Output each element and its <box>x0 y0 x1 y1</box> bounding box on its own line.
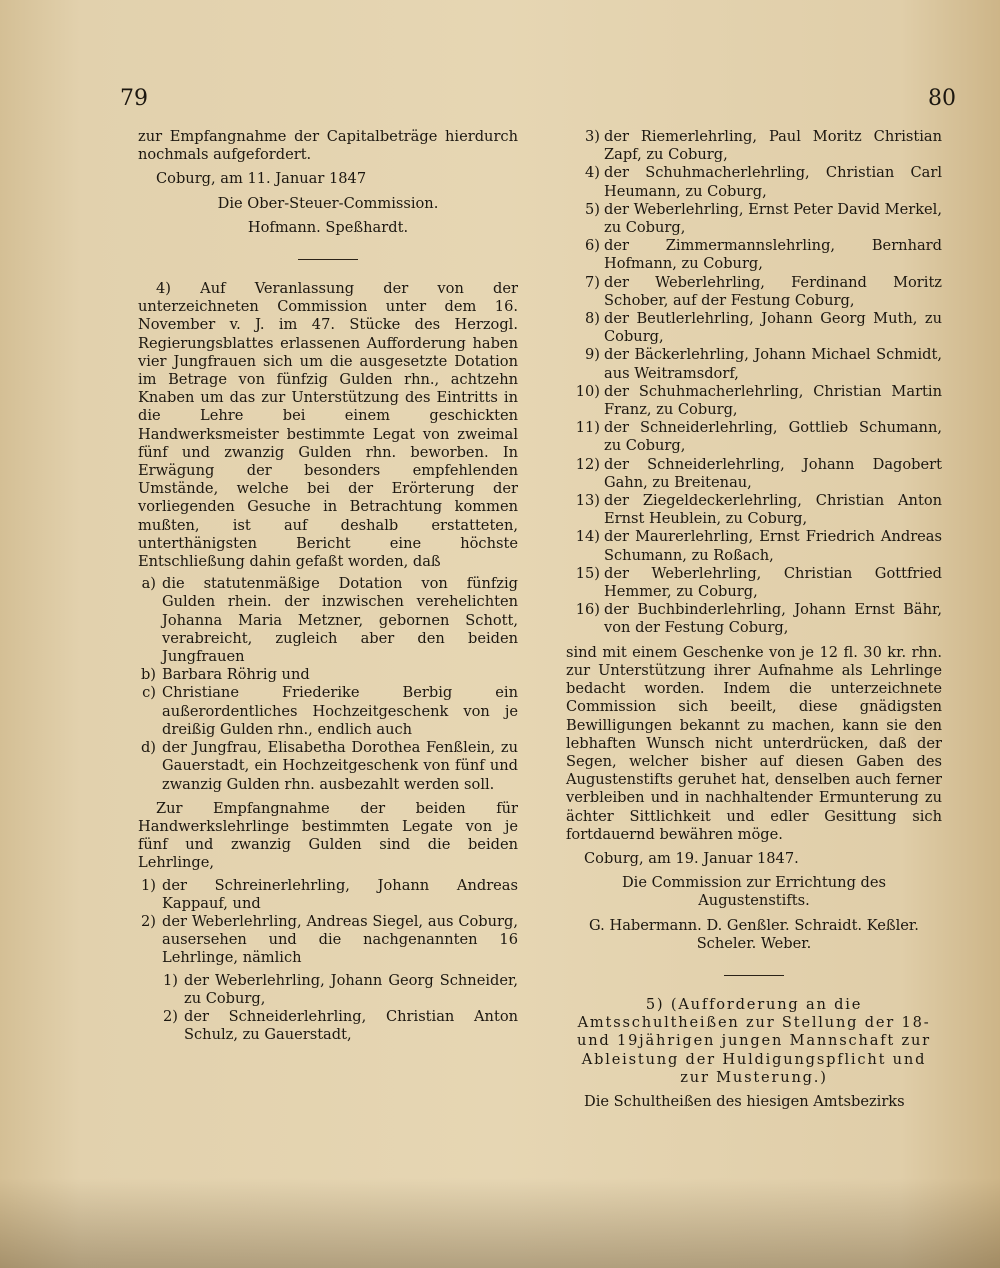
left-column <box>138 128 518 1044</box>
page-edge-shadow <box>0 1178 1000 1268</box>
list-item: 1) der Weberlehrling, Johann Georg Schneider, zu Coburg, <box>163 971 518 1007</box>
list-item: 13) der Ziegeldeckerlehrling, Christian Anton Ernst Heublein, zu Coburg, <box>575 492 942 528</box>
list-item: 11) der Schneiderlehrling, Gottlieb Schumann, zu Coburg, <box>575 419 942 455</box>
issuing-authority: Die Ober-Steuer-Commission. <box>217 194 439 212</box>
right-column <box>566 128 942 1111</box>
list-item: 15) der Weberlehrling, Christian Gottfried Hemmer, zu Coburg, <box>575 564 942 601</box>
signatures: Hofmann. Speßhardt. <box>247 218 409 236</box>
list-item: 2) der Weberlehrling, Andreas Siegel, aus Coburg, ausersehen und die nachgenannten 16 Lehrlinge, nämlich <box>141 912 518 967</box>
list-item: 6) der Zimmermannslehrling, Bernhard Hofmann, zu Coburg, <box>585 237 942 273</box>
section-5-text: Die Schultheißen des hiesigen Amtsbezirks <box>584 1092 905 1110</box>
list-item: 10) der Schuhmacherlehrling, Christian Martin Franz, zu Coburg, <box>575 382 942 419</box>
section-divider <box>298 259 358 260</box>
section-divider <box>724 975 784 976</box>
intro-text: zur Empfangnahme der Capitalbeträge hierdurch nochmals aufgefordert. <box>138 128 518 164</box>
list-item: 3) der Riemerlehrling, Paul Moritz Christian Zapf, zu Coburg, <box>585 128 942 164</box>
dateline-right: Coburg, am 19. Januar 1847. <box>584 849 799 867</box>
signatures-right: G. Habermann. D. Genßler. Schraidt. Keßler. Scheler. Weber. <box>589 916 919 952</box>
list-item: 8) der Beutlerlehrling, Johann Georg Muth, zu Coburg, <box>585 310 942 346</box>
gift-paragraph: sind mit einem Geschenke von je 12 fl. 30 kr. rhn. zur Unterstützung ihrer Aufnahme als Lehrlinge bedacht worden. Indem die unterzeichnete Commission sich beeilt, diese gnädigsten Bewilligungen bekannt zu machen, kann sie den lebhaften Wunsch nicht unterdrücken, daß der Segen, welcher bisher auf diesen Gaben des Augustenstifts geruhet hat, denselben auch ferner verbleiben und in nachhaltender Ermunterung zu ächter Sittlichkeit und edler Gesittung sich fortdauernd bewähren möge. <box>566 643 942 843</box>
list-item: 5) der Weberlehrling, Ernst Peter David Merkel, zu Coburg, <box>585 200 942 237</box>
legate-list <box>138 877 518 968</box>
list-item: a) die statutenmäßige Dotation von fünfzig Gulden rhein. der inzwischen verehelichten Johanna Maria Metzner, gebornen Schott, verabreicht, zugleich aber den beiden Jungfrauen <box>141 575 518 666</box>
list-item: d) der Jungfrau, Elisabetha Dorothea Fenßlein, zu Gauerstadt, ein Hochzeitgeschenk von fünf und zwanzig Gulden rhn. ausbezahlt werden soll. <box>140 739 518 793</box>
list-item: c) Christiane Friederike Berbig ein außerordentliches Hochzeitgeschenk von je dreißig Gulden rhn., endlich auch <box>142 684 518 738</box>
commission-name: Die Commission zur Errichtung des Augustenstifts. <box>621 874 887 910</box>
list-item: 14) der Maurerlehrling, Ernst Friedrich Andreas Schumann, zu Roßach, <box>575 528 942 564</box>
list-item: 9) der Bäckerlehrling, Johann Michael Schmidt, aus Weitramsdorf, <box>585 346 942 382</box>
list-item: 2) der Schneiderlehrling, Christian Anton Schulz, zu Gauerstadt, <box>163 1007 518 1044</box>
apprentice-list-left <box>160 972 518 1045</box>
legate-paragraph: Zur Empfangnahme der beiden für Handwerkslehrlinge bestimmten Legate von je fünf und zwanzig Gulden sind die beiden Lehrlinge, <box>138 799 518 872</box>
list-item: 4) der Schuhmacherlehrling, Christian Carl Heumann, zu Coburg, <box>585 164 942 200</box>
list-item: 1) der Schreinerlehrling, Johann Andreas Kappauf, und <box>141 876 518 912</box>
list-item: 7) der Weberlehrling, Ferdinand Moritz Schober, auf der Festung Coburg, <box>585 273 942 309</box>
page-number-left: 79 <box>120 86 148 111</box>
section-5-heading: 5) (Aufforderung an die Amtsschultheißen zur Stellung der 18- und 19jährigen jungen Mannschaft zur Ableistung der Huldigungspflicht und zur Musterung.) <box>577 995 931 1086</box>
list-item: 16) der Buchbinderlehrling, Johann Ernst Bähr, von der Festung Coburg, <box>575 601 942 637</box>
dateline: Coburg, am 11. Januar 1847 <box>156 170 367 188</box>
list-item: b) Barbara Röhrig und <box>140 666 310 684</box>
page-number-right: 80 <box>928 86 956 111</box>
dotation-list <box>138 575 518 793</box>
list-item: 12) der Schneiderlehrling, Johann Dagobert Gahn, zu Breitenau, <box>575 455 942 491</box>
apprentice-list-right <box>566 128 942 638</box>
section-4-text: 4) Auf Veranlassung der von der unterzeichneten Commission unter dem 16. November v. J. im 47. Stücke des Herzogl. Regierungsblattes erlassenen Aufforderung haben vier Jungfrauen sich um die ausgesetzte Dotation im Betrage von fünfzig Gulden rhn., achtzehn Knaben um das zur Unterstützung des Eintritts in die Lehre bei einem geschickten Handwerksmeister bestimmte Legat von zweimal fünf und zwanzig Gulden rhn. beworben. In Erwägung der besonders empfehlenden Umstände, welche bei der Erörterung der vorliegenden Gesuche in Betrachtung kommen mußten, ist auf deshalb erstatteten, unterthänigsten Bericht eine höchste Entschließung dahin gefaßt worden, daß <box>138 280 518 571</box>
